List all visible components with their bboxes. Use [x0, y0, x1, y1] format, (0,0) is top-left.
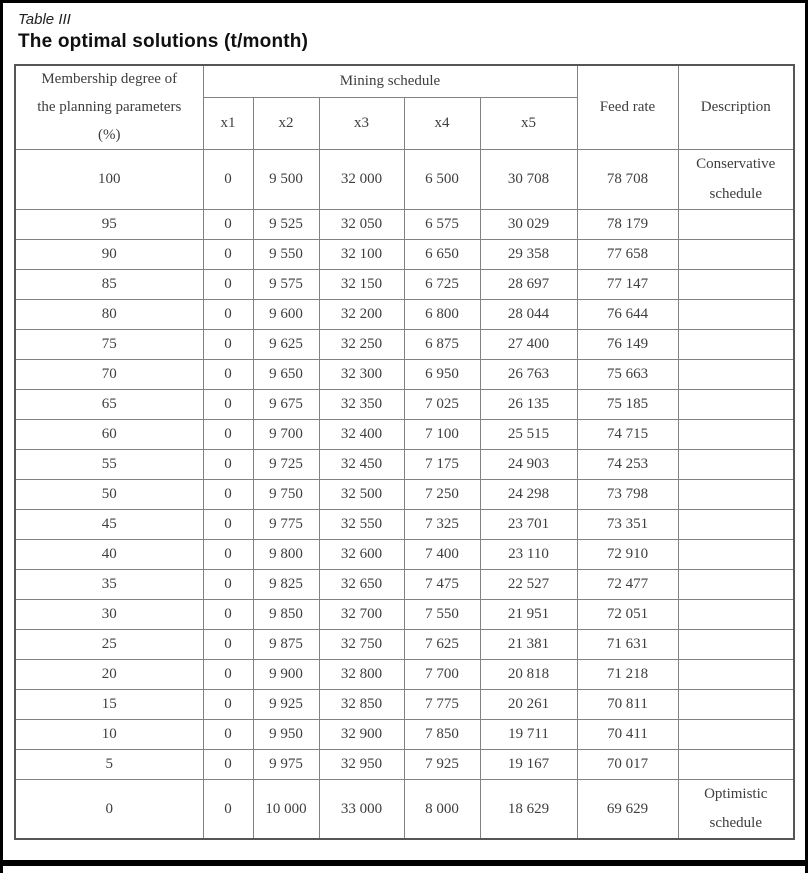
cell-x3: 32 200 [319, 299, 404, 329]
cell-description: Optimistic schedule [678, 779, 794, 839]
cell-x4: 6 575 [404, 209, 480, 239]
cell-x2: 9 800 [253, 539, 319, 569]
header-x4: x4 [404, 97, 480, 149]
cell-x5: 29 358 [480, 239, 577, 269]
cell-x1: 0 [203, 749, 253, 779]
table-row [15, 150, 794, 210]
cell-x2: 9 525 [253, 209, 319, 239]
cell-membership: 35 [15, 569, 203, 599]
table-row [15, 749, 794, 779]
table-row [15, 629, 794, 659]
header-membership-line-3: (%) [98, 126, 121, 143]
optimal-solutions-table [14, 64, 795, 840]
table-row [15, 449, 794, 479]
cell-x1: 0 [203, 419, 253, 449]
cell-x2: 9 600 [253, 299, 319, 329]
cell-x3: 33 000 [319, 779, 404, 839]
cell-x3: 32 450 [319, 449, 404, 479]
cell-membership: 15 [15, 689, 203, 719]
cell-x5: 30 708 [480, 150, 577, 210]
cell-x5: 26 763 [480, 359, 577, 389]
table-row [15, 689, 794, 719]
header-mining-schedule: Mining schedule [203, 65, 577, 97]
cell-feed_rate: 76 644 [577, 299, 678, 329]
cell-feed_rate: 73 351 [577, 509, 678, 539]
cell-membership: 90 [15, 239, 203, 269]
cell-x2: 9 950 [253, 719, 319, 749]
cell-x1: 0 [203, 599, 253, 629]
table-row [15, 299, 794, 329]
cell-feed_rate: 69 629 [577, 779, 678, 839]
cell-x1: 0 [203, 719, 253, 749]
cell-description [678, 419, 794, 449]
page-bottom-rule [3, 860, 805, 866]
cell-membership: 25 [15, 629, 203, 659]
header-membership [15, 65, 203, 150]
header-x1: x1 [203, 97, 253, 149]
cell-membership: 65 [15, 389, 203, 419]
cell-x3: 32 650 [319, 569, 404, 599]
cell-description [678, 239, 794, 269]
cell-membership: 95 [15, 209, 203, 239]
cell-x5: 19 711 [480, 719, 577, 749]
cell-description [678, 269, 794, 299]
cell-x1: 0 [203, 389, 253, 419]
cell-x2: 9 850 [253, 599, 319, 629]
cell-x4: 6 725 [404, 269, 480, 299]
cell-x3: 32 300 [319, 359, 404, 389]
cell-description [678, 599, 794, 629]
cell-x3: 32 900 [319, 719, 404, 749]
cell-x3: 32 350 [319, 389, 404, 419]
cell-x4: 7 025 [404, 389, 480, 419]
table-row [15, 389, 794, 419]
cell-x1: 0 [203, 509, 253, 539]
cell-x1: 0 [203, 779, 253, 839]
cell-x2: 9 725 [253, 449, 319, 479]
cell-feed_rate: 70 811 [577, 689, 678, 719]
cell-x5: 23 110 [480, 539, 577, 569]
cell-x3: 32 750 [319, 629, 404, 659]
cell-x3: 32 850 [319, 689, 404, 719]
cell-feed_rate: 77 658 [577, 239, 678, 269]
cell-x4: 6 875 [404, 329, 480, 359]
cell-description [678, 629, 794, 659]
table-row [15, 359, 794, 389]
cell-membership: 60 [15, 419, 203, 449]
cell-x2: 9 500 [253, 150, 319, 210]
cell-description [678, 209, 794, 239]
cell-x1: 0 [203, 299, 253, 329]
cell-x2: 9 575 [253, 269, 319, 299]
cell-x5: 20 818 [480, 659, 577, 689]
cell-x5: 21 951 [480, 599, 577, 629]
cell-x3: 32 800 [319, 659, 404, 689]
cell-x2: 9 750 [253, 479, 319, 509]
table-caption [3, 3, 805, 53]
cell-x5: 26 135 [480, 389, 577, 419]
cell-x5: 19 167 [480, 749, 577, 779]
cell-x2: 10 000 [253, 779, 319, 839]
cell-x1: 0 [203, 449, 253, 479]
cell-x5: 24 903 [480, 449, 577, 479]
cell-membership: 10 [15, 719, 203, 749]
cell-x2: 9 550 [253, 239, 319, 269]
cell-description: Conservative schedule [678, 150, 794, 210]
cell-feed_rate: 72 477 [577, 569, 678, 599]
cell-x1: 0 [203, 359, 253, 389]
cell-feed_rate: 72 910 [577, 539, 678, 569]
cell-feed_rate: 75 185 [577, 389, 678, 419]
cell-x2: 9 875 [253, 629, 319, 659]
cell-description [678, 299, 794, 329]
cell-x4: 8 000 [404, 779, 480, 839]
cell-x5: 25 515 [480, 419, 577, 449]
cell-membership: 75 [15, 329, 203, 359]
cell-x1: 0 [203, 209, 253, 239]
cell-x2: 9 700 [253, 419, 319, 449]
cell-description [678, 659, 794, 689]
cell-description [678, 749, 794, 779]
cell-membership: 50 [15, 479, 203, 509]
cell-membership: 20 [15, 659, 203, 689]
table-row [15, 209, 794, 239]
cell-x2: 9 775 [253, 509, 319, 539]
cell-x5: 22 527 [480, 569, 577, 599]
cell-x5: 18 629 [480, 779, 577, 839]
cell-feed_rate: 71 631 [577, 629, 678, 659]
cell-x1: 0 [203, 539, 253, 569]
cell-feed_rate: 74 715 [577, 419, 678, 449]
table-row [15, 539, 794, 569]
cell-x3: 32 950 [319, 749, 404, 779]
cell-description [678, 389, 794, 419]
cell-x1: 0 [203, 269, 253, 299]
cell-membership: 55 [15, 449, 203, 479]
cell-description [678, 479, 794, 509]
cell-x4: 7 175 [404, 449, 480, 479]
cell-x2: 9 925 [253, 689, 319, 719]
cell-x4: 7 925 [404, 749, 480, 779]
cell-x1: 0 [203, 659, 253, 689]
cell-description [678, 359, 794, 389]
cell-x4: 6 950 [404, 359, 480, 389]
cell-membership: 30 [15, 599, 203, 629]
cell-feed_rate: 73 798 [577, 479, 678, 509]
cell-feed_rate: 72 051 [577, 599, 678, 629]
cell-x4: 7 400 [404, 539, 480, 569]
cell-x3: 32 400 [319, 419, 404, 449]
cell-description [678, 569, 794, 599]
cell-x4: 7 625 [404, 629, 480, 659]
cell-feed_rate: 75 663 [577, 359, 678, 389]
table-row [15, 269, 794, 299]
cell-x1: 0 [203, 329, 253, 359]
cell-description [678, 509, 794, 539]
cell-feed_rate: 76 149 [577, 329, 678, 359]
cell-membership: 40 [15, 539, 203, 569]
cell-x2: 9 625 [253, 329, 319, 359]
cell-description [678, 329, 794, 359]
cell-x4: 7 100 [404, 419, 480, 449]
header-x2: x2 [253, 97, 319, 149]
cell-x5: 30 029 [480, 209, 577, 239]
header-x3: x3 [319, 97, 404, 149]
cell-x4: 7 475 [404, 569, 480, 599]
cell-x3: 32 000 [319, 150, 404, 210]
cell-x1: 0 [203, 689, 253, 719]
cell-x4: 6 800 [404, 299, 480, 329]
cell-x4: 7 775 [404, 689, 480, 719]
cell-x5: 27 400 [480, 329, 577, 359]
cell-x5: 21 381 [480, 629, 577, 659]
cell-x3: 32 250 [319, 329, 404, 359]
cell-description [678, 719, 794, 749]
header-membership-line-1: Membership degree of [41, 71, 178, 87]
table-row [15, 599, 794, 629]
cell-feed_rate: 77 147 [577, 269, 678, 299]
cell-x2: 9 900 [253, 659, 319, 689]
cell-feed_rate: 70 017 [577, 749, 678, 779]
table-row [15, 329, 794, 359]
cell-x2: 9 975 [253, 749, 319, 779]
cell-feed_rate: 71 218 [577, 659, 678, 689]
cell-membership: 5 [15, 749, 203, 779]
cell-feed_rate: 74 253 [577, 449, 678, 479]
cell-x4: 7 550 [404, 599, 480, 629]
cell-membership: 85 [15, 269, 203, 299]
header-x5: x5 [480, 97, 577, 149]
cell-x2: 9 825 [253, 569, 319, 599]
cell-x4: 7 250 [404, 479, 480, 509]
table-title: The optimal solutions (t/month) [18, 31, 309, 52]
cell-membership: 0 [15, 779, 203, 839]
cell-x5: 20 261 [480, 689, 577, 719]
header-feed-rate: Feed rate [577, 65, 678, 150]
table-row [15, 239, 794, 269]
cell-feed_rate: 70 411 [577, 719, 678, 749]
table-row [15, 719, 794, 749]
cell-x3: 32 600 [319, 539, 404, 569]
cell-x4: 6 650 [404, 239, 480, 269]
cell-x2: 9 675 [253, 389, 319, 419]
table-body [15, 150, 794, 840]
cell-description [678, 689, 794, 719]
table-row [15, 419, 794, 449]
cell-membership: 70 [15, 359, 203, 389]
cell-x1: 0 [203, 150, 253, 210]
cell-x3: 32 050 [319, 209, 404, 239]
table-row [15, 659, 794, 689]
cell-x1: 0 [203, 239, 253, 269]
cell-description [678, 539, 794, 569]
cell-feed_rate: 78 708 [577, 150, 678, 210]
cell-membership: 100 [15, 150, 203, 210]
cell-x1: 0 [203, 479, 253, 509]
header-description: Description [678, 65, 794, 150]
cell-x4: 7 700 [404, 659, 480, 689]
cell-x3: 32 150 [319, 269, 404, 299]
cell-description [678, 449, 794, 479]
cell-x1: 0 [203, 629, 253, 659]
table-number-label: Table III [18, 11, 71, 28]
header-membership-line-2: the planning parameters [37, 98, 182, 115]
table-row [15, 509, 794, 539]
cell-x5: 23 701 [480, 509, 577, 539]
cell-x4: 6 500 [404, 150, 480, 210]
cell-x5: 28 697 [480, 269, 577, 299]
table-header [15, 65, 794, 150]
cell-membership: 80 [15, 299, 203, 329]
table-row [15, 479, 794, 509]
table-row [15, 569, 794, 599]
cell-x3: 32 500 [319, 479, 404, 509]
cell-feed_rate: 78 179 [577, 209, 678, 239]
table-row [15, 779, 794, 839]
cell-x1: 0 [203, 569, 253, 599]
header-row-top [15, 65, 794, 97]
cell-x2: 9 650 [253, 359, 319, 389]
cell-x3: 32 550 [319, 509, 404, 539]
cell-x5: 24 298 [480, 479, 577, 509]
cell-x3: 32 100 [319, 239, 404, 269]
cell-x4: 7 850 [404, 719, 480, 749]
cell-x5: 28 044 [480, 299, 577, 329]
cell-membership: 45 [15, 509, 203, 539]
cell-x3: 32 700 [319, 599, 404, 629]
cell-x4: 7 325 [404, 509, 480, 539]
